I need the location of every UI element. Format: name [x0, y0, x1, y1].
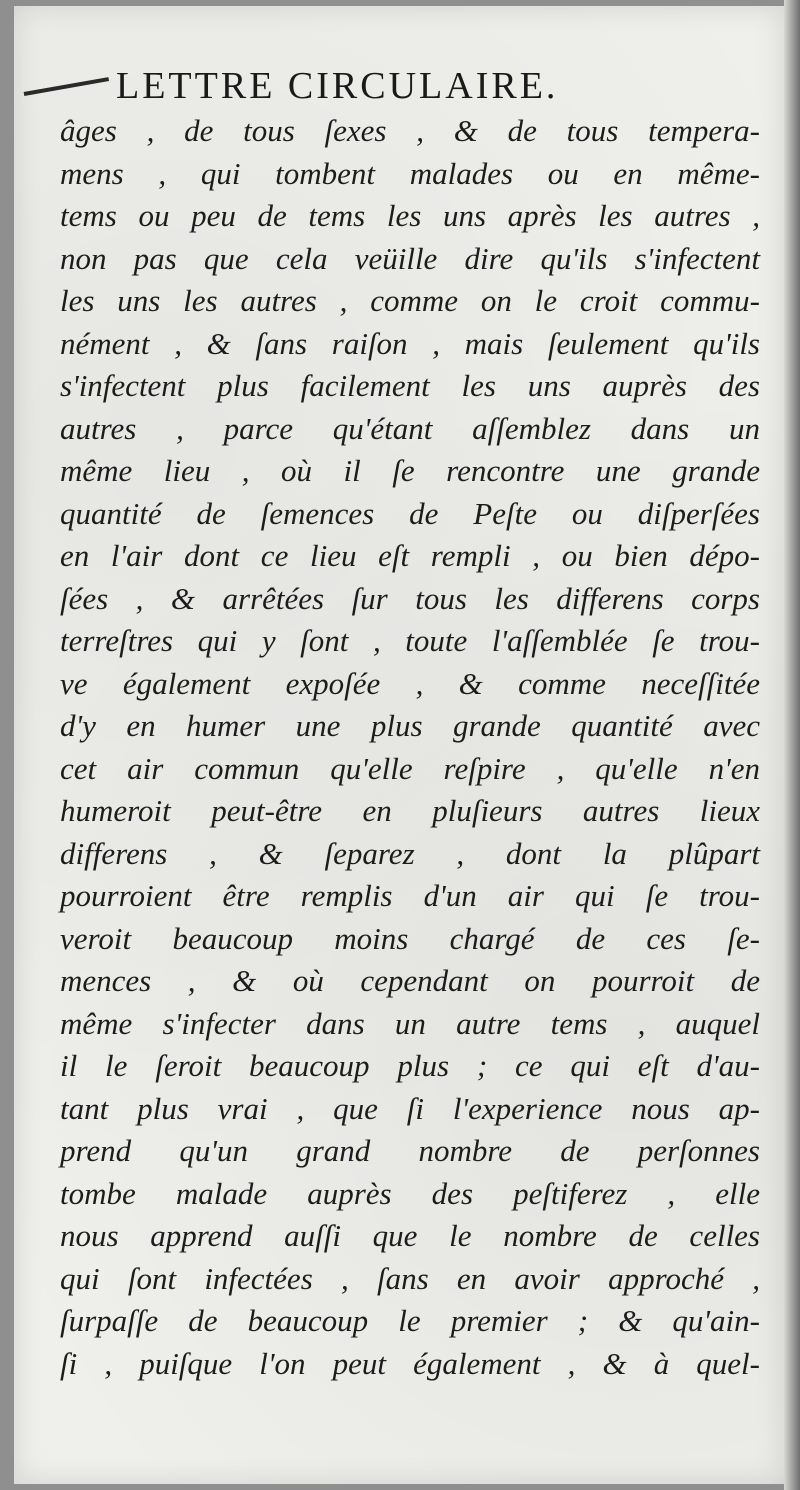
text-line: âges , de tous ſexes , & de tous tempera- [60, 113, 760, 148]
text-line: ve également expoſée , & comme neceſſitée [60, 665, 760, 701]
text-line: cet air commun qu'elle reſpire , qu'elle n'en [60, 750, 760, 786]
body-text [60, 110, 760, 1385]
text-line: même lieu , où il ſe rencontre une grande [60, 453, 760, 488]
text-line: veroit beaucoup moins chargé de ces ſe- [60, 920, 760, 956]
page-edge-shadow [784, 0, 800, 1490]
text-line: quantité de ſemences de Peſte ou diſperſées [60, 495, 760, 531]
text-line: terreſtres qui y ſont , toute l'aſſemblée ſe trou- [60, 623, 760, 658]
running-head: LETTRE CIRCULAIRE. [116, 65, 559, 107]
text-line: en l'air dont ce lieu eſt rempli , ou bien dépo- [60, 538, 760, 573]
text-line: tombe malade auprès des peſtiferez , elle [60, 1175, 760, 1211]
text-line: d'y en humer une plus grande quantité avec [60, 708, 760, 743]
text-line: nous apprend auſſi que le nombre de celles [60, 1218, 760, 1253]
text-line: humeroit peut-être en pluſieurs autres lieux [60, 793, 760, 828]
text-line: il le ſeroit beaucoup plus ; ce qui eſt d'au- [60, 1048, 760, 1083]
text-line: non pas que cela veüille dire qu'ils s'infectent [60, 240, 760, 276]
text-line: ſi , puiſque l'on peut également , & à quel- [60, 1345, 760, 1381]
text-line: les uns les autres , comme on le croit commu- [60, 283, 760, 318]
text-line: prend qu'un grand nombre de perſonnes [60, 1133, 760, 1168]
text-line: qui ſont infectées , ſans en avoir approché , [60, 1260, 760, 1296]
text-line: même s'infecter dans un autre tems , auquel [60, 1005, 760, 1041]
text-line: autres , parce qu'étant aſſemblez dans un [60, 410, 760, 446]
text-line: pourroient être remplis d'un air qui ſe trou- [60, 878, 760, 913]
text-line: differens , & ſeparez , dont la plûpart [60, 835, 760, 871]
text-line: s'infectent plus facilement les uns auprès des [60, 368, 760, 403]
page-fold-mark [24, 77, 109, 96]
text-line: ſées , & arrêtées ſur tous les differens corps [60, 580, 760, 616]
book-page [14, 6, 784, 1484]
text-line: tems ou peu de tems les uns après les autres , [60, 198, 760, 233]
text-line: ſurpaſſe de beaucoup le premier ; & qu'ain- [60, 1303, 760, 1338]
text-line: tant plus vrai , que ſi l'experience nous ap- [60, 1090, 760, 1126]
text-line: nément , & ſans raiſon , mais ſeulement qu'ils [60, 325, 760, 361]
text-line: mens , qui tombent malades ou en même- [60, 155, 760, 191]
text-line: mences , & où cependant on pourroit de [60, 963, 760, 998]
